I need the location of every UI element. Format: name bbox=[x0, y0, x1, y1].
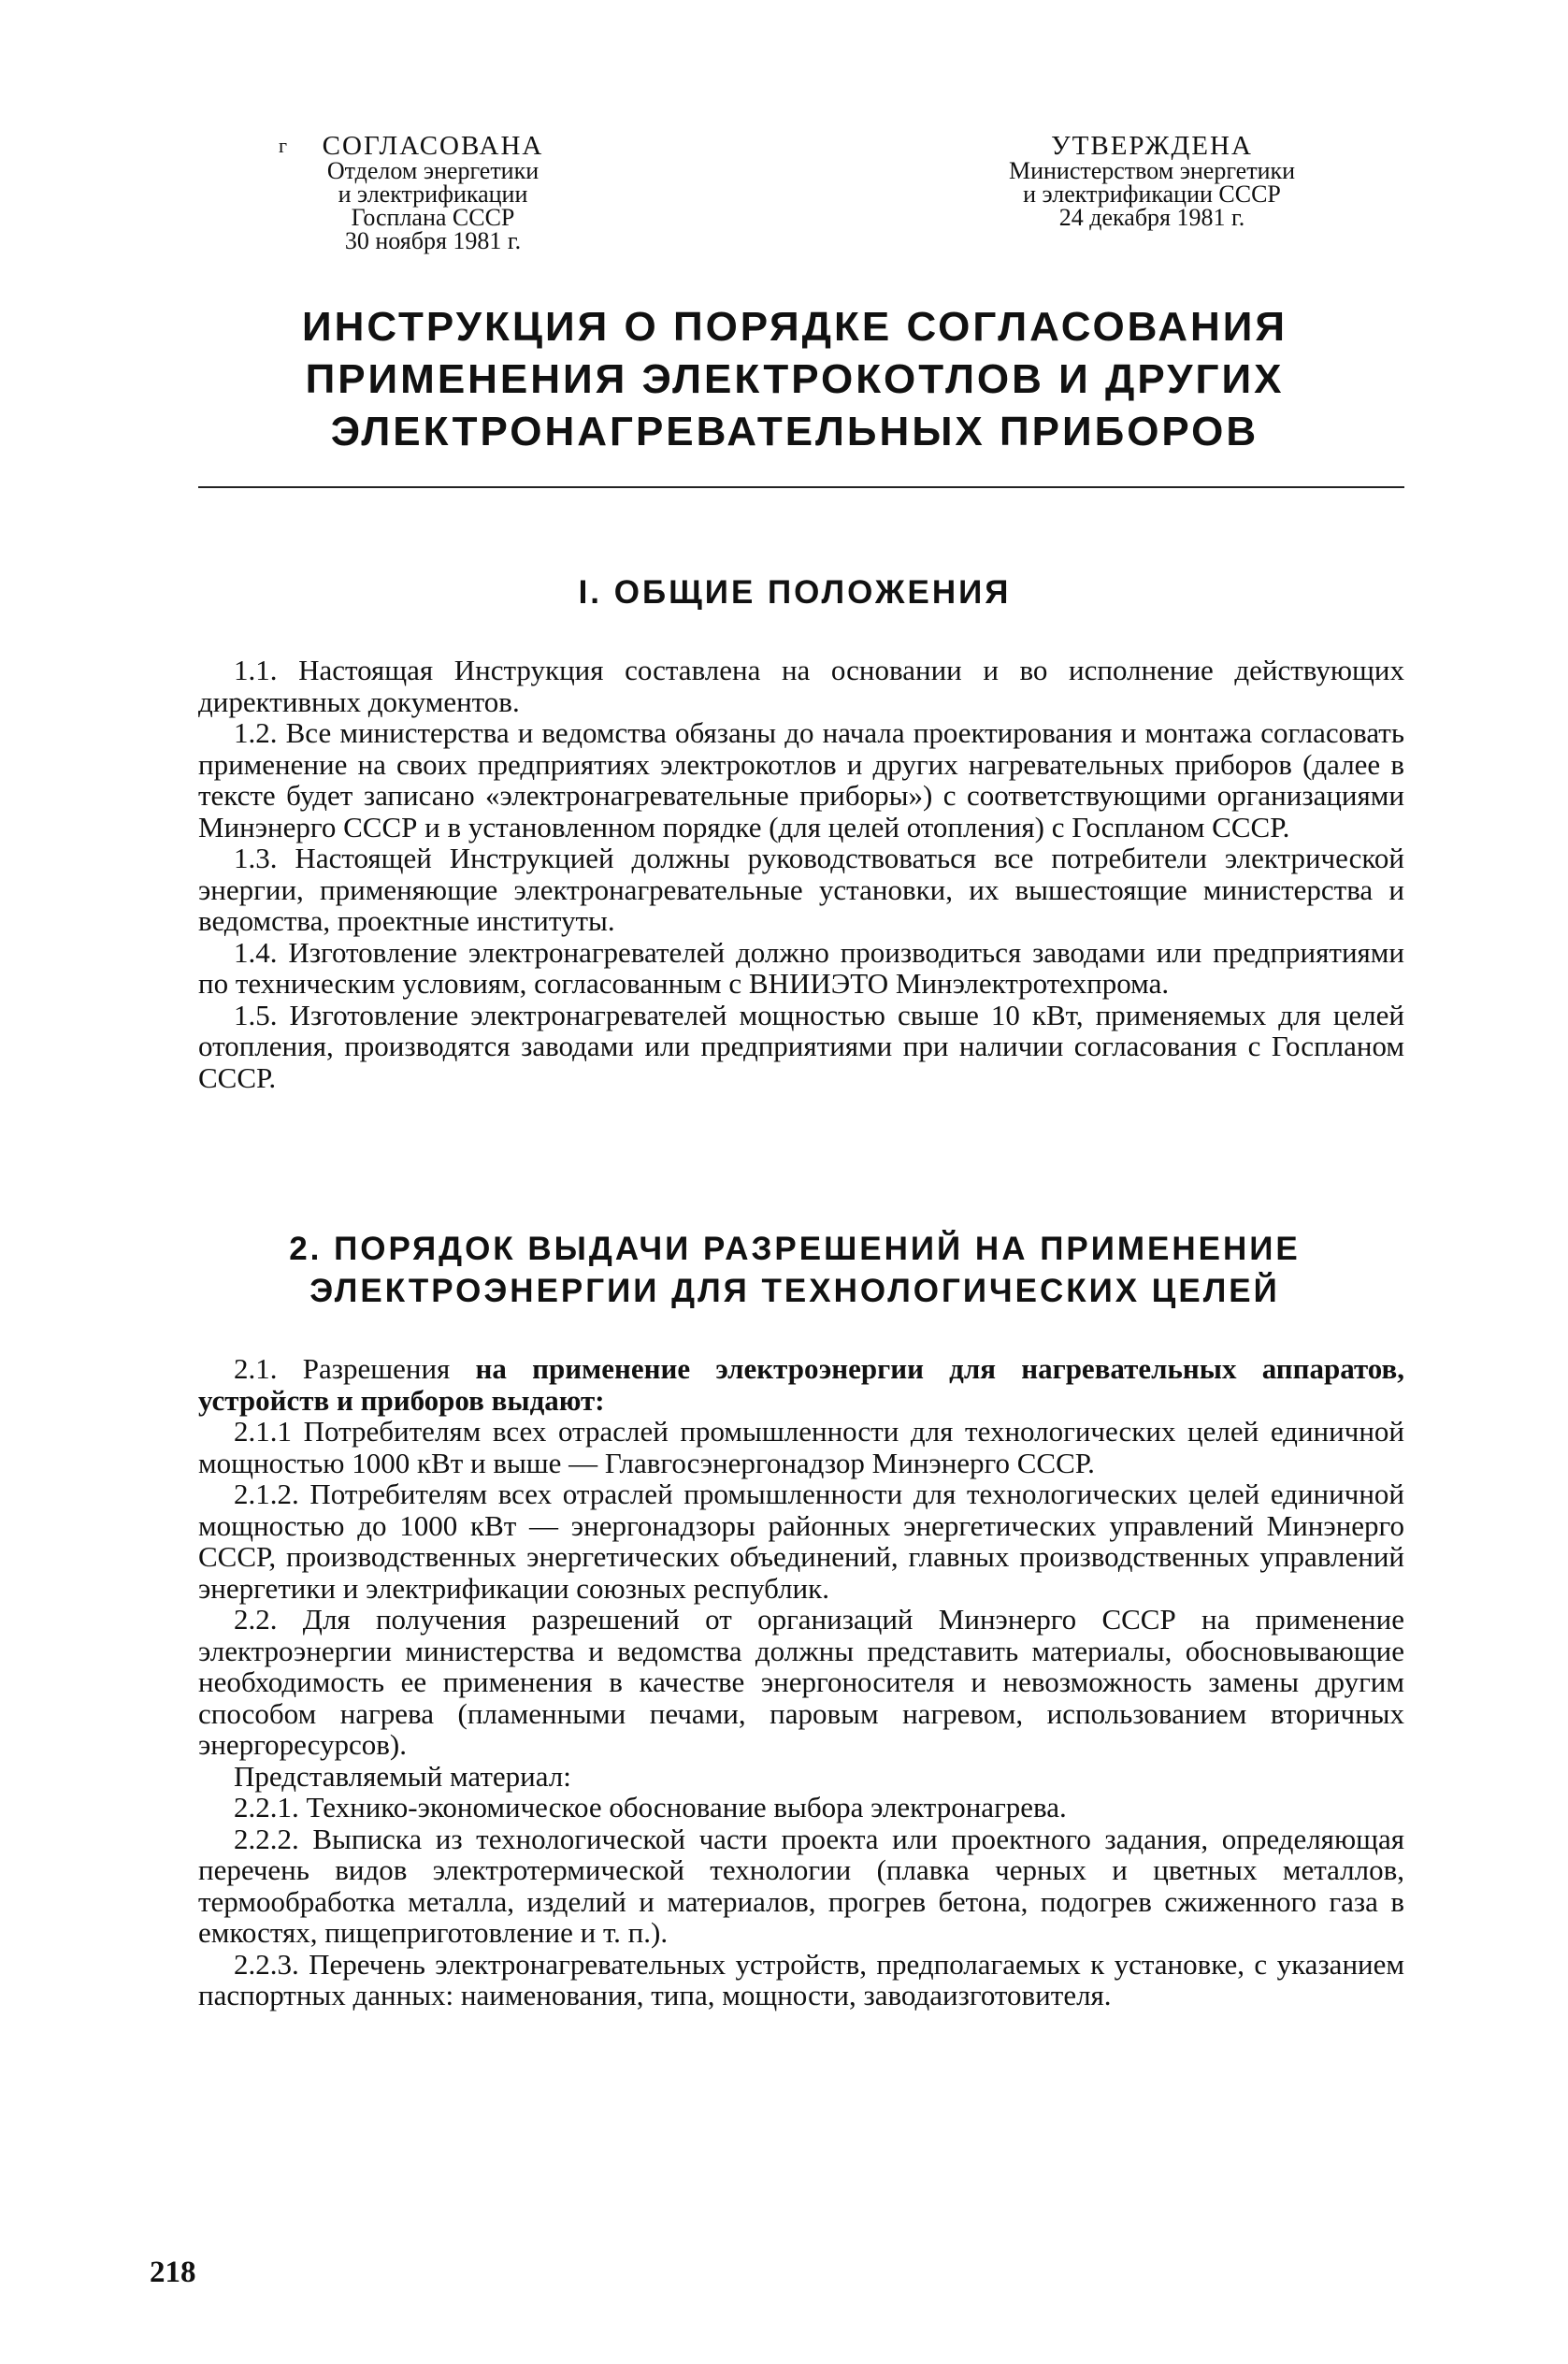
paragraph-1-2: 1.2. Все министерства и ведомства обязаны до начала проектирования и монтажа согласовать применение на своих предприятиях электрокотлов и других нагревательных приборов (далее в тексте будет записано «электронагревательные приборы») с соответствующими организациями Минэнерго СССР и в установленном порядке (для целей отопления) с Госпланом СССР. bbox=[198, 716, 1404, 843]
section-2-heading-line: 2. ПОРЯДОК ВЫДАЧИ РАЗРЕШЕНИЙ НА ПРИМЕНЕНИЕ bbox=[289, 1231, 1301, 1267]
paragraph-2-2-3: 2.2.3. Перечень электронагревательных устройств, предполагаемых к установке, с указанием паспортных данных: наименования, типа, мощности, заводаизготовителя. bbox=[198, 1947, 1404, 2011]
approval-approved-heading: УТВЕРЖДЕНА bbox=[1051, 131, 1253, 161]
approval-agreed-line: и электрификации bbox=[338, 180, 528, 208]
paragraph-2-1 bbox=[198, 1353, 1404, 1416]
document-title bbox=[234, 301, 1356, 458]
paragraph-2-1-2: 2.1.2. Потребителям всех отраслей промышленности для технологических целей единичной мощностью до 1000 кВт — энергонадзоры районных энергетических управлений Минэнерго СССР, производственных энергетических объединений, главных производственных управлений энергетики и электрификации союзных республик. bbox=[198, 1478, 1404, 1605]
corner-mark: г bbox=[279, 134, 288, 157]
approval-agreed-heading: СОГЛАСОВАНА bbox=[322, 131, 544, 161]
approval-agreed-date: 30 ноября 1981 г. bbox=[344, 227, 522, 254]
approval-approved-line: Министерством энергетики bbox=[1008, 157, 1296, 184]
approval-agreed-line: Госплана СССР bbox=[351, 204, 515, 231]
paragraph-2-2: 2.2. Для получения разрешений от организаций Минэнерго СССР на применение электроэнергии министерства и ведомства должны представить материалы, обосновывающие необходимость ее применения в качестве энергоносителя и невозможность замены другим способом нагрева (пламенными печами, паровым нагревом, использованием вторичных энергоресурсов). bbox=[198, 1603, 1404, 1761]
section-2-body bbox=[198, 1353, 1404, 2011]
paragraph-2-1-number: 2.1. Разрешения bbox=[234, 1352, 451, 1385]
paragraph-1-3: 1.3. Настоящей Инструкцией должны руководствоваться все потребители электрической энергии, применяющие электронагревательные установки, их вышестоящие министерства и ведомства, проектные институты. bbox=[198, 842, 1404, 937]
paragraph-2-1-bold: на применение электроэнергии для нагревательных аппаратов, устройств и приборов выдают: bbox=[198, 1352, 1404, 1417]
paragraph-2-2-1: 2.2.1. Технико-экономическое обоснование выбора электронагрева. bbox=[234, 1791, 1067, 1823]
section-2-heading bbox=[187, 1228, 1403, 1312]
approval-agreed-block bbox=[279, 133, 587, 252]
paragraph-1-5: 1.5. Изготовление электронагревателей мощностью свыше 10 кВт, применяемых для целей отопления, производятся заводами или предприятиями при наличии согласования с Госпланом СССР. bbox=[198, 998, 1404, 1094]
approval-approved-date: 24 декабря 1981 г. bbox=[1058, 204, 1245, 231]
document-title-line: ПРИМЕНЕНИЯ ЭЛЕКТРОКОТЛОВ И ДРУГИХ bbox=[305, 356, 1285, 402]
section-2-heading-line: ЭЛЕКТРОЭНЕРГИИ ДЛЯ ТЕХНОЛОГИЧЕСКИХ ЦЕЛЕЙ bbox=[309, 1273, 1280, 1309]
section-1-heading bbox=[187, 571, 1403, 613]
material-intro: Представляемый материал: bbox=[234, 1759, 571, 1793]
approval-approved-line: и электрификации СССР bbox=[1023, 180, 1281, 208]
section-1-heading-text: I. ОБЩИЕ ПОЛОЖЕНИЯ bbox=[578, 574, 1012, 611]
paragraph-1-4: 1.4. Изготовление электронагревателей должно производиться заводами или предприятиями по техническим условиям, согласованным с ВНИИЭТО Минэлектротехпрома. bbox=[198, 935, 1404, 1000]
title-divider bbox=[198, 486, 1404, 488]
section-1-body bbox=[198, 655, 1404, 1093]
paragraph-2-2-2: 2.2.2. Выписка из технологической части проекта или проектного задания, определяющая перечень видов электротермической технологии (плавка черных и цветных металлов, термообработка металла, изделий и материалов, прогрев бетона, подогрев сжиженного газа в емкостях, пищеприготовление и т. п.). bbox=[198, 1822, 1404, 1949]
paragraph-2-1-1: 2.1.1 Потребителям всех отраслей промышленности для технологических целей единичной мощностью 1000 кВт и выше — Главгосэнергонадзор Минэнерго СССР. bbox=[198, 1415, 1404, 1479]
document-title-line: ЭЛЕКТРОНАГРЕВАТЕЛЬНЫХ ПРИБОРОВ bbox=[330, 409, 1259, 454]
approval-approved-block bbox=[965, 133, 1339, 229]
document-title-line: ИНСТРУКЦИЯ О ПОРЯДКЕ СОГЛАСОВАНИЯ bbox=[301, 304, 1288, 350]
approval-agreed-line: Отделом энергетики bbox=[326, 157, 539, 184]
paragraph-1-1: 1.1. Настоящая Инструкция составлена на основании и во исполнение действующих директивных документов. bbox=[198, 654, 1404, 718]
page-number: 218 bbox=[150, 2256, 196, 2289]
